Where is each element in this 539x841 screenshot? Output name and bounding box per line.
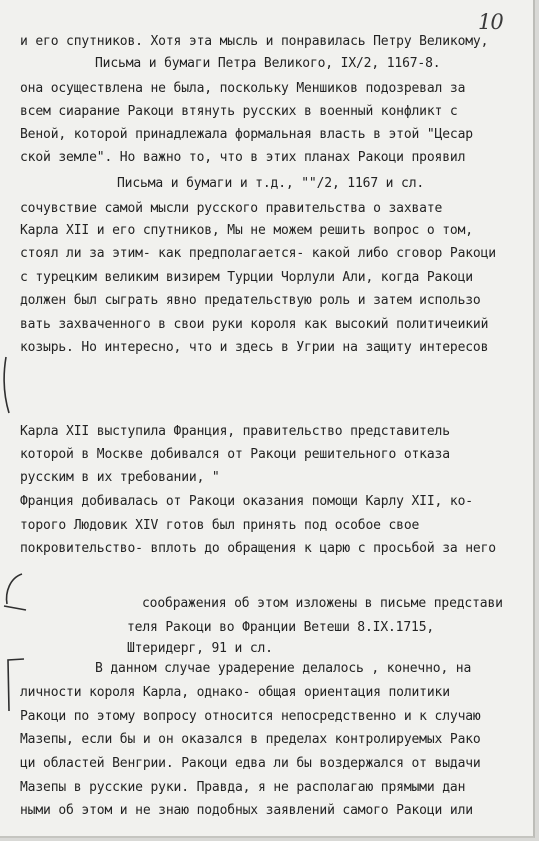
text-line: и его спутников. Хотя эта мысль и понравилась Петру Великому, [20, 34, 489, 49]
text-line: вать захваченного в свои руки короля как высокий политичеикий [20, 317, 489, 332]
footnote-line: Письма и бумаги и т.д., ""/2, 1167 и сл. [117, 176, 425, 191]
margin-bracket [0, 570, 30, 620]
text-line: Мазепы в русские руки. Правда, я не располагаю прямыми дан [20, 780, 466, 795]
footnote-line: Письма и бумаги Петра Великого, IX/2, 1167-8. [95, 56, 441, 71]
margin-mark [0, 355, 28, 415]
page-number: 10 [478, 10, 503, 34]
text-line: сочувствие самой мысли русского правительства о захвате [20, 201, 443, 216]
text-line: личности короля Карла, однако- общая ориентация политики [20, 685, 450, 700]
footnote-line: соображения об этом изложены в письме представи [142, 596, 503, 611]
text-line: ными об этом и не знаю подобных заявлений самого Ракоци или [20, 803, 473, 818]
text-line: ской земле". Но важно то, что в этих планах Ракоци проявил [20, 150, 466, 165]
text-line: которой в Москве добивался от Ракоци решительного отказа [20, 447, 450, 462]
margin-bracket [0, 655, 30, 715]
text-line: русским в их требовании, " [20, 470, 220, 485]
text-line: стоял ли за этим- как предполагается- какой либо сговор Ракоци [20, 246, 496, 261]
text-line: ци областей Венгрии. Ракоци едва ли бы воздержался от выдачи [20, 756, 481, 771]
text-line: Веной, которой принадлежала формальная власть в этой "Цесар [20, 127, 473, 142]
text-line: Ракоци по этому вопросу относится непосредственно и к случаю [20, 709, 481, 724]
text-line: всем сиарание Ракоци втянуть русских в военный конфликт с [20, 104, 458, 119]
text-line: покровительство- вплоть до обращения к царю с просьбой за него [20, 541, 496, 556]
text-line: Карла XII выступила Франция, правительство представитель [20, 424, 450, 439]
footnote-line: теля Ракоци во Франции Ветеши 8.IX.1715, [127, 620, 435, 635]
text-line: Мазепы, если бы и он оказался в пределах контролируемых Рако [20, 732, 481, 747]
text-line: Франция добивалась от Ракоци оказания помощи Карлу XII, ко- [20, 494, 473, 509]
text-line: В данном случае урадерение делалось , конечно, на [95, 661, 472, 676]
text-line: козырь. Но интересно, что и здесь в Угрии на защиту интересов [20, 340, 489, 355]
text-line: торого Людовик XIV готов был принять под особое свое [20, 518, 420, 533]
footnote-line: Штеридерг, 91 и сл. [127, 641, 273, 656]
text-line: должен был сыграть явно предательствую роль и затем использо [20, 293, 481, 308]
text-line: с турецким великим визирем Турции Чорлули Али, когда Ракоци [20, 270, 473, 285]
text-line: она осуществлена не была, поскольку Меншиков подозревал за [20, 81, 466, 96]
text-line: Карла XII и его спутников, Мы не можем решить вопрос о том, [20, 223, 473, 238]
